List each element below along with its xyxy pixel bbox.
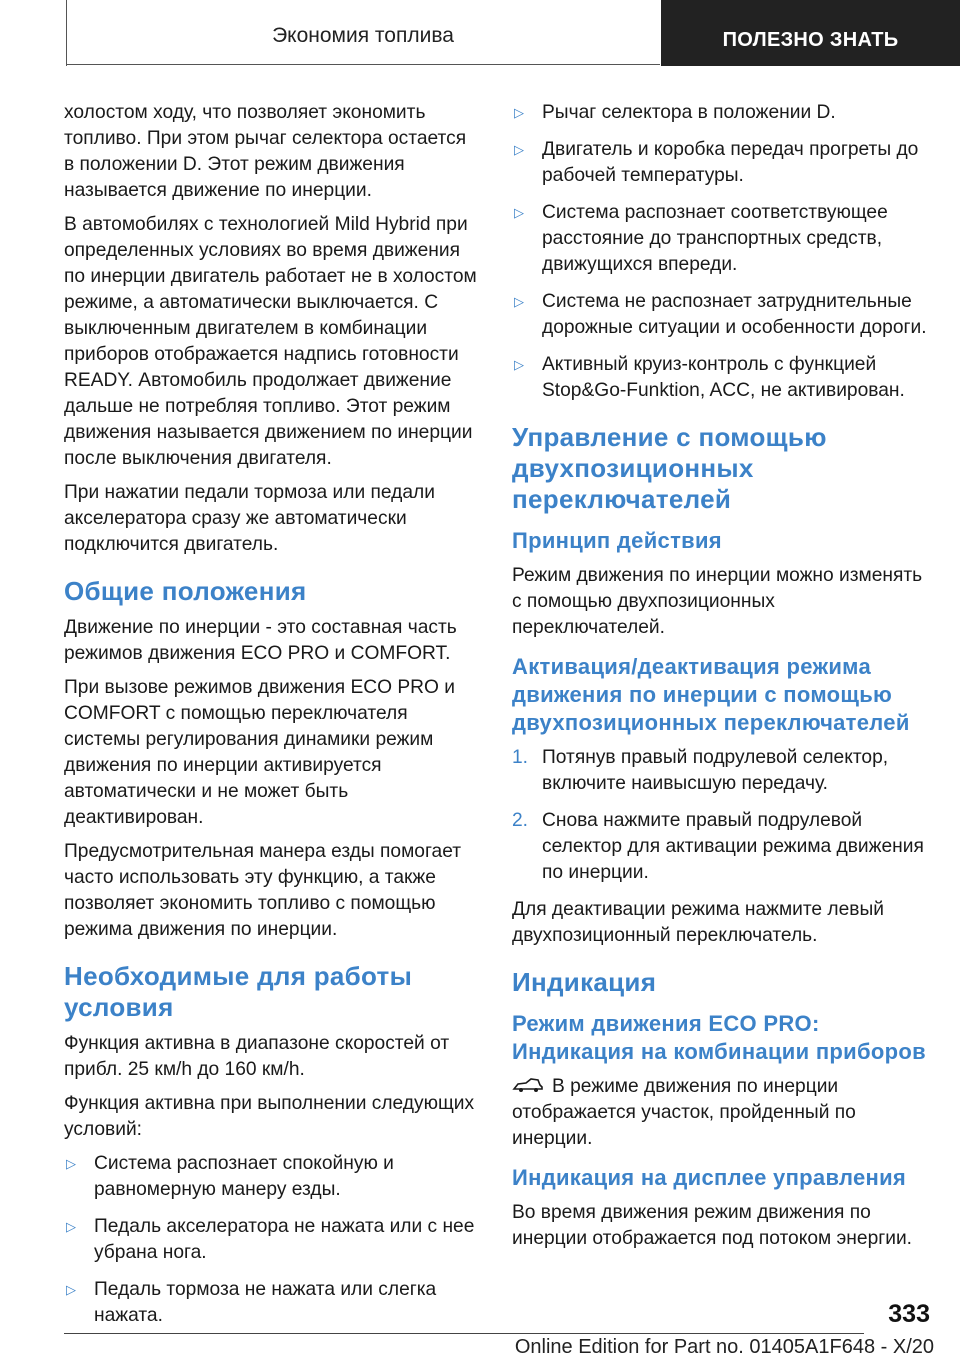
header-rule [66,64,660,65]
edition-footer: Online Edition for Part no. 01405A1F648 - X/20 [514,1336,934,1358]
condition-list-continued [512,100,928,404]
paragraph: Функция активна при выполнении следующих условий: [64,1093,475,1140]
heading-principle: Принцип действия [512,528,722,553]
list-item: ▷ Система не распознает затруднительные дорожные ситуации и особенности дороги. [514,291,927,338]
triangle-bullet-icon: ▷ [514,294,524,309]
heading-eco-pro: Режим движения ECO PRO: Индикация на комбинации приборов [512,1011,926,1064]
list-item: ▷ Двигатель и коробка передач прогреты до рабочей температуры. [514,139,919,186]
right-column [512,100,928,1260]
heading-activation: Активация/деактивация режима движения по инерции с помощью двухпозиционных переключателей [512,654,910,735]
step-item: 1. Потянув правый подрулевой селектор, включите наивысшую передачу. [512,747,889,794]
paragraph: Функция активна в диапазоне скоростей от прибл. 25 км/h до 160 км/h. [64,1033,450,1080]
heading-indication: Индикация [512,967,657,997]
paragraph: В автомобилях с технологией Mild Hybrid при определенных условиях во время движения по инерции двигатель работает не в холостом режиме, а автоматически выключается. С выключенным двигателем в комбинации приборов отображается надпись готовности READY. Автомобиль продолжает движение дальше не потребляя топливо. Этот режим движения называется движением по инерции после выключения двигателя. [64,214,477,469]
paragraph: Предусмотрительная манера езды помогает часто использовать эту функцию, а также позволяет экономить топливо с помощью режима движения по инерции. [64,841,462,940]
list-item: ▷ Педаль тормоза не нажата или слегка нажата. [66,1279,437,1326]
steps-list [512,745,928,886]
paragraph: Режим движения по инерции можно изменять с помощью двухпозиционных переключателей. [512,565,923,638]
step-item: 2. Снова нажмите правый подрулевой селектор для активации режима движения по инерции. [512,810,924,883]
triangle-bullet-icon: ▷ [66,1282,76,1297]
paragraph-with-icon: В режиме движения по инерции отображается участок, пройденный по инерции. [512,1076,856,1149]
paragraph: холостом ходу, что позволяет экономить топливо. При этом рычаг селектора остается в положении D. Этот режим движения называется движение по инерции. [64,102,467,201]
paragraph: При вызове режимов движения ECO PRO и COMFORT с помощью переключателя системы регулирования динамики режим движения по инерции активируется автоматически и не может быть деактивирован. [64,677,455,828]
triangle-bullet-icon: ▷ [514,205,524,220]
chapter-tab-label: ПОЛЕЗНО ЗНАТЬ [722,29,899,51]
left-column [64,100,480,1340]
list-item: ▷ Рычаг селектора в положении D. [512,100,928,126]
list-item: ▷ Система распознает соответствующее расстояние до транспортных средств, движущихся впереди. [514,202,888,275]
paragraph: Для деактивации режима нажмите левый двухпозиционный переключатель. [512,899,885,946]
paragraph: Во время движения режим движения по инерции отображается под потоком энергии. [512,1202,913,1249]
triangle-bullet-icon: ▷ [66,1156,76,1171]
heading-control: Управление с помощью двухпозиционных переключателей [512,422,827,514]
paragraph: Движение по инерции - это составная часть режимов движения ECO PRO и COMFORT. [64,617,457,664]
page-header [0,0,960,66]
condition-list [64,1151,480,1329]
step-number: 1. [512,747,529,768]
step-number: 2. [512,810,529,831]
coasting-car-icon [512,1077,544,1093]
triangle-bullet-icon: ▷ [514,105,524,120]
heading-display: Индикация на дисплее управления [512,1165,907,1190]
triangle-bullet-icon: ▷ [66,1219,76,1234]
page-number: 333 [888,1300,930,1328]
paragraph: При нажатии педали тормоза или педали акселератора сразу же автоматически подключится двигатель. [64,482,435,555]
triangle-bullet-icon: ▷ [514,142,524,157]
section-title: Экономия топлива [272,24,454,47]
list-item: ▷ Система распознает спокойную и равномерную манеру езды. [66,1153,394,1200]
heading-conditions: Необходимые для работы условия [64,961,413,1022]
triangle-bullet-icon: ▷ [514,357,524,372]
list-item: ▷ Педаль акселератора не нажата или с нее убрана нога. [66,1216,475,1263]
list-item: ▷ Активный круиз-контроль с функцией Stop&Go-Funktion, ACC, не активирован. [514,354,905,401]
heading-general: Общие положения [64,576,307,606]
chapter-tab[interactable] [661,0,960,66]
footer-rule [64,1333,864,1334]
